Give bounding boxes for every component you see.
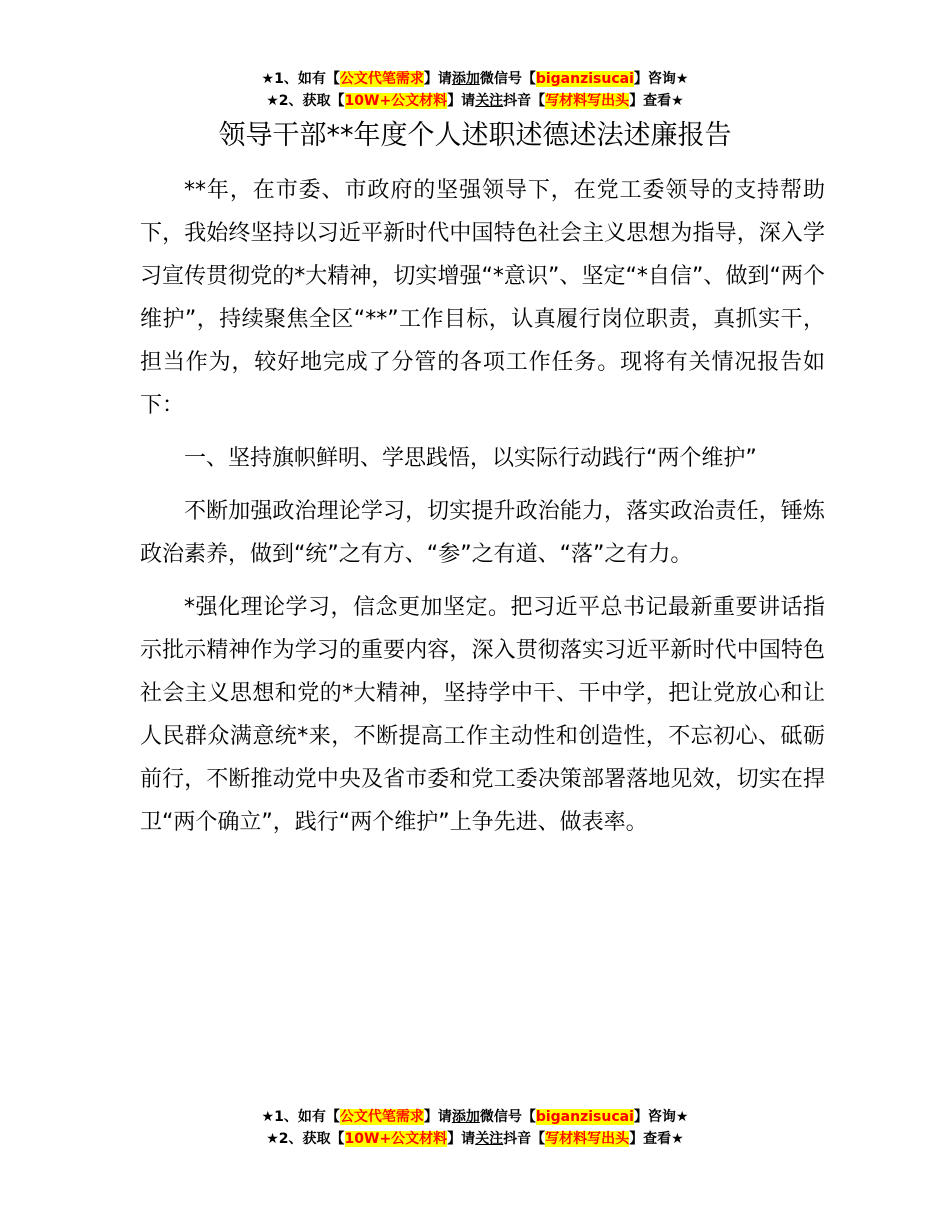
promo-underlined-text: 关注 [475,1131,504,1147]
promo-text: 微信号【 [479,1109,536,1125]
promo-line-1 [0,1106,950,1128]
promo-line-2 [0,1128,950,1150]
section-heading-1: 一、坚持旗帜鲜明、学思践悟，以实际行动践行“两个维护” [184,446,757,471]
promo-text: ★1、如有【 [261,1109,340,1125]
promo-highlight-materials: 10W+公文材料 [344,1131,448,1147]
promo-text: 抖音【 [503,93,546,109]
paragraph-political-study: 不断加强政治理论学习，切实提升政治能力，落实政治责任，锤炼政治素养，做到“统”之有方、“参”之有道、“落”之有力。 [140,499,825,567]
promo-highlight-douyin-account: 写材料写出头 [545,93,630,109]
promo-underlined-text: 添加 [451,1109,480,1125]
promo-text: ★2、获取【 [266,93,345,109]
promo-text: 】咨询★ [633,71,689,87]
promo-text: ★2、获取【 [266,1131,345,1147]
promo-underlined-text: 关注 [475,93,504,109]
promo-banner-top [0,68,950,112]
promo-highlight-wechat-id: biganzisucai [535,1109,634,1125]
promo-text: 抖音【 [503,1131,546,1147]
promo-text: 】请 [423,71,452,87]
promo-text: 】咨询★ [633,1109,689,1125]
promo-banner-bottom [0,1106,950,1150]
paragraph-intro: **年，在市委、市政府的坚强领导下，在党工委领导的支持帮助下，我始终坚持以习近平新时代中国特色社会主义思想为指导，深入学习宣传贯彻党的*大精神，切实增强“*意识”、坚定“*自信”、做到“两个维护”，持续聚焦全区“**”工作目标，认真履行岗位职责，真抓实干，担当作为，较好地完成了分管的各项工作任务。现将有关情况报告如下： [140,178,825,418]
document-title: 领导干部**年度个人述职述德述法述廉报告 [218,120,732,151]
promo-highlight-materials: 10W+公文材料 [344,93,448,109]
promo-text: 】查看★ [629,93,684,109]
promo-text: 】请 [447,93,476,109]
promo-text: 】请 [423,1109,452,1125]
promo-highlight-douyin-account: 写材料写出头 [545,1131,630,1147]
document-body [140,169,825,844]
promo-text: ★1、如有【 [261,71,340,87]
paragraph-theory-study: *强化理论学习，信念更加坚定。把习近平总书记最新重要讲话指示批示精神作为学习的重要内容，深入贯彻落实习近平新时代中国特色社会主义思想和党的*大精神，坚持学中干、干中学，把让党放心和让人民群众满意统*来，不断提高工作主动性和创造性，不忘初心、砥砺前行，不断推动党中央及省市委和党工委决策部署落地见效，切实在捍卫“两个确立”，践行“两个维护”上争先进、做表率。 [140,595,825,835]
promo-underlined-text: 添加 [451,71,480,87]
promo-line-1 [0,68,950,90]
promo-highlight-service: 公文代笔需求 [339,71,424,87]
promo-highlight-wechat-id: biganzisucai [535,71,634,87]
promo-line-2 [0,90,950,112]
promo-highlight-service: 公文代笔需求 [339,1109,424,1125]
promo-text: 微信号【 [479,71,536,87]
promo-text: 】查看★ [629,1131,684,1147]
promo-text: 】请 [447,1131,476,1147]
